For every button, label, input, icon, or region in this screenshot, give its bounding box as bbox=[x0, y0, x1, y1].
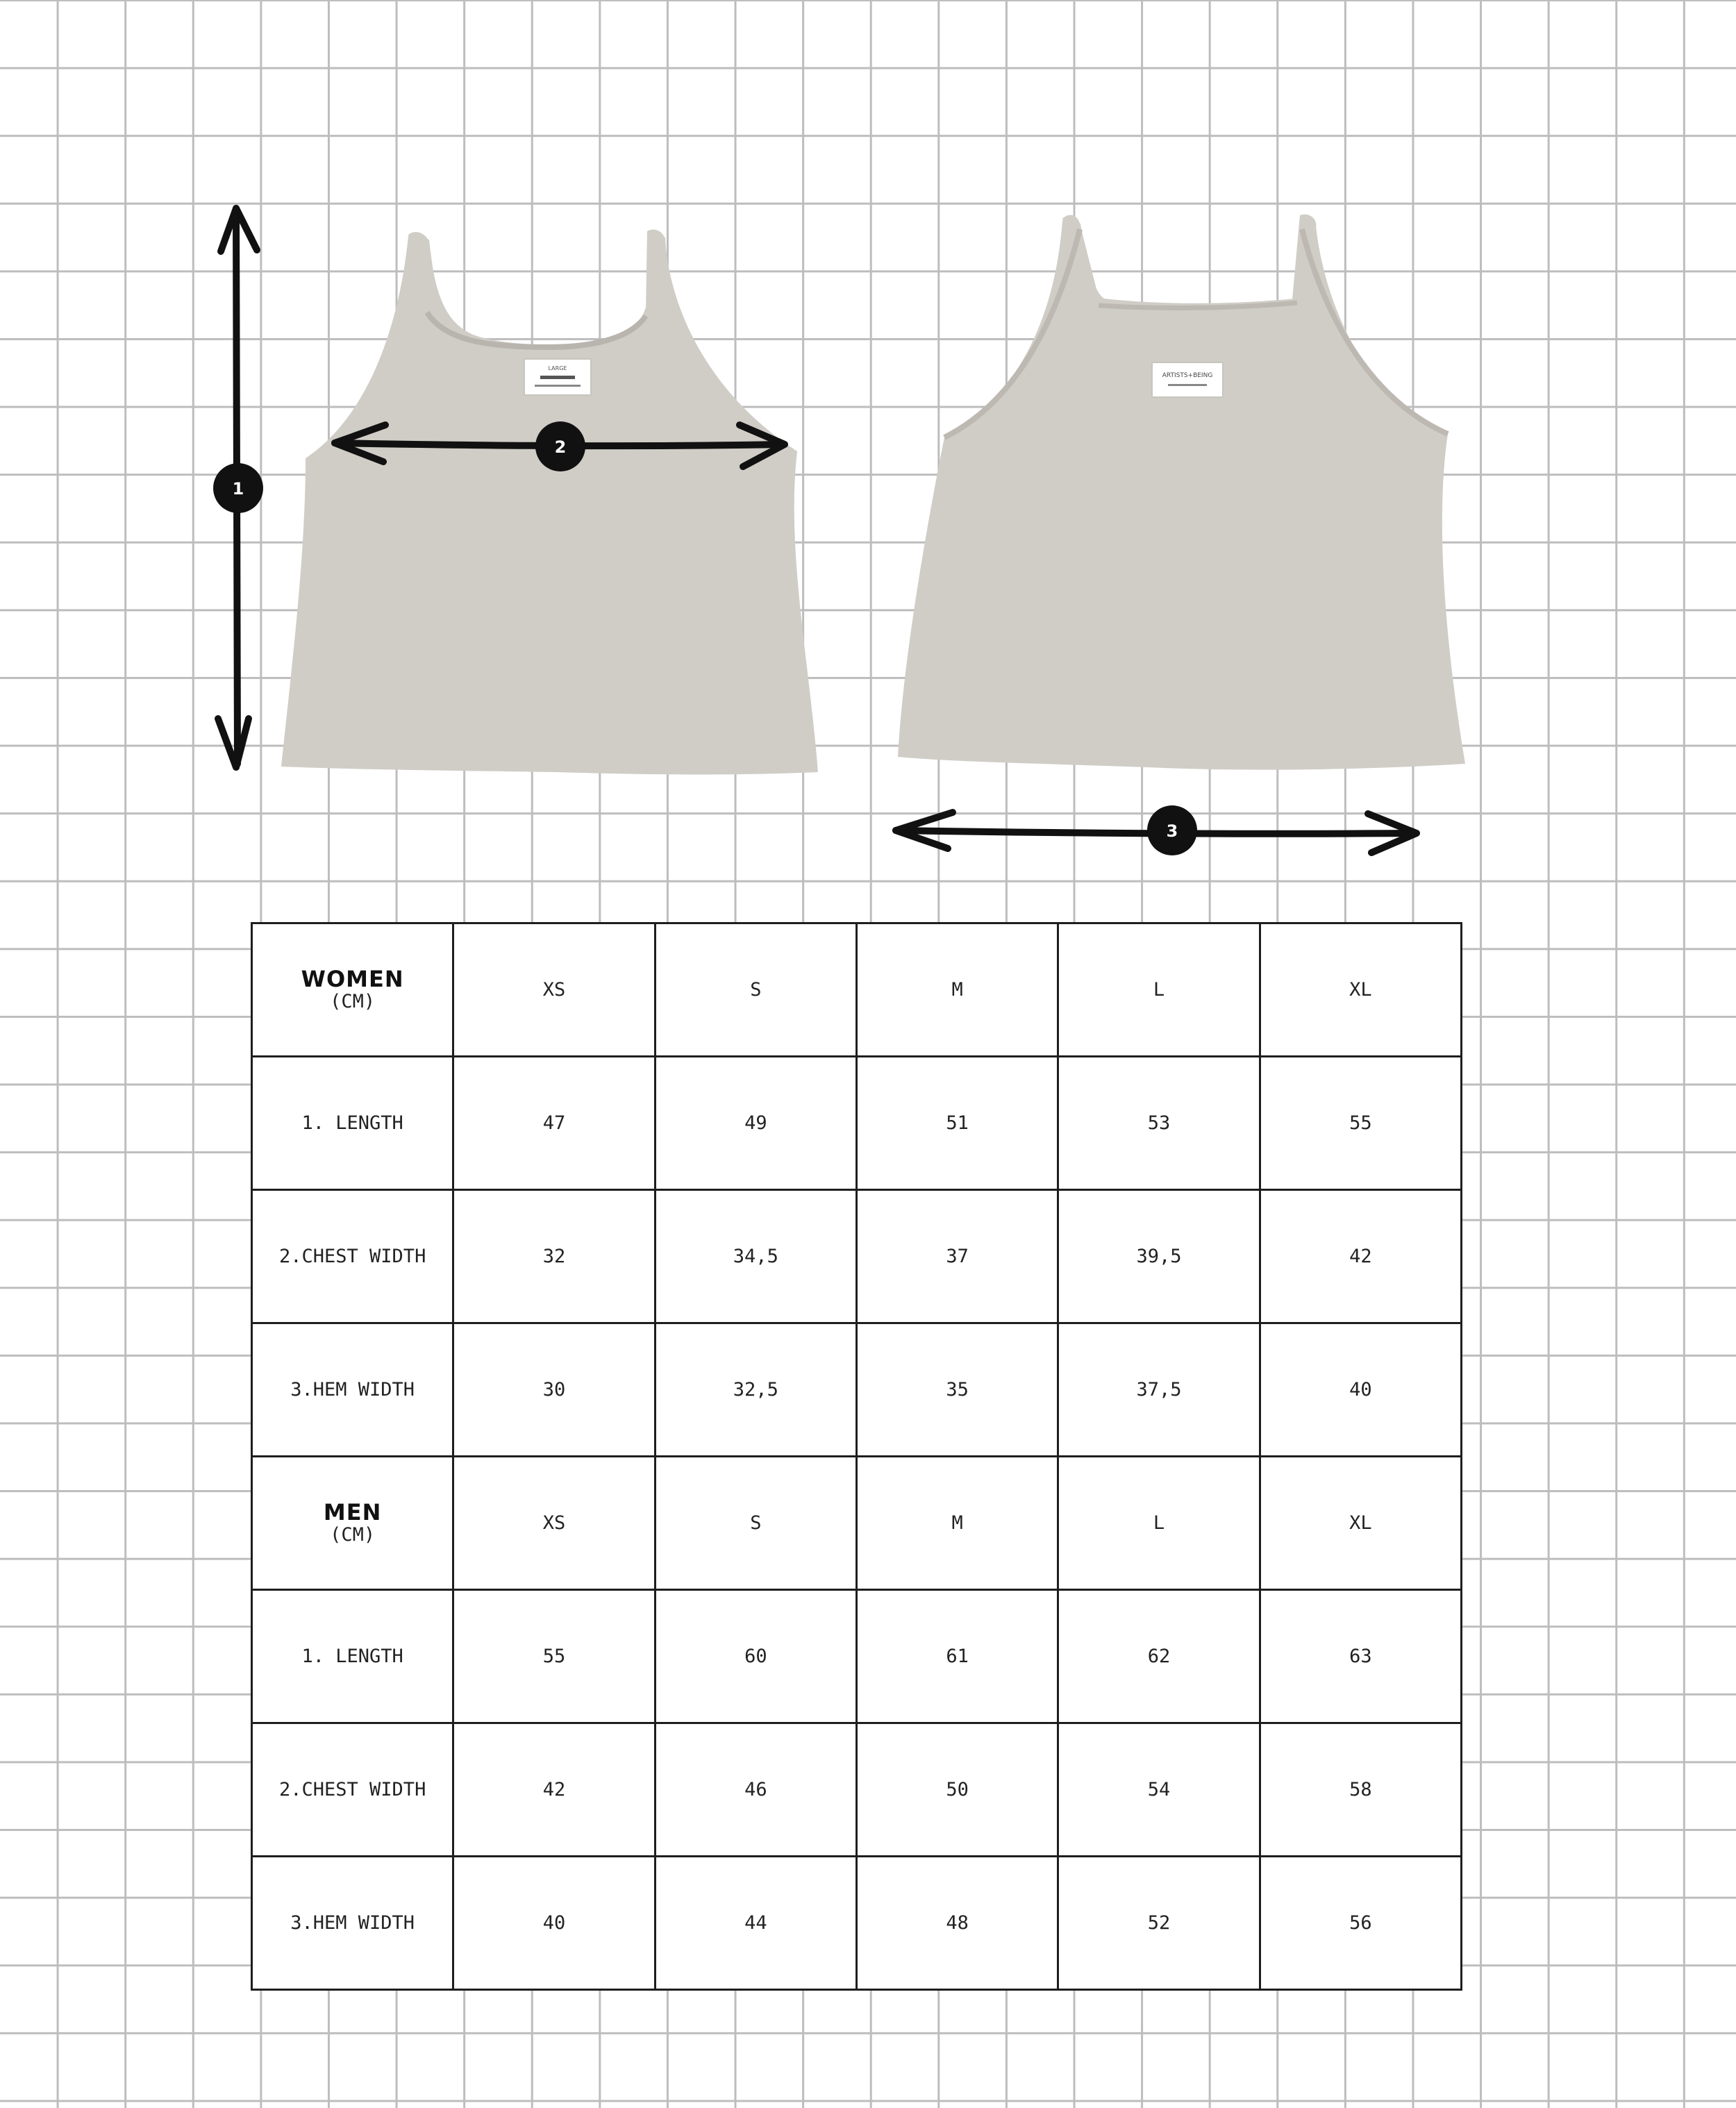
table-row bbox=[252, 1057, 1462, 1190]
row-label: 2.CHEST WIDTH bbox=[252, 1190, 453, 1323]
row-label: 1. LENGTH bbox=[252, 1590, 453, 1723]
marker-1-label: 1 bbox=[232, 479, 244, 499]
table-cell: 60 bbox=[655, 1590, 856, 1723]
row-label: 1. LENGTH bbox=[252, 1057, 453, 1190]
size-header: M bbox=[856, 1457, 1058, 1590]
back-garment-photo bbox=[898, 215, 1465, 770]
size-header: XL bbox=[1260, 923, 1461, 1057]
women-title: WOMEN bbox=[301, 965, 404, 992]
table-cell: 50 bbox=[856, 1723, 1058, 1857]
table-row bbox=[252, 1723, 1462, 1857]
table-cell: 39,5 bbox=[1058, 1190, 1260, 1323]
back-brand-label bbox=[1152, 362, 1223, 397]
table-cell: 48 bbox=[856, 1857, 1058, 1990]
table-cell: 42 bbox=[1260, 1190, 1461, 1323]
men-unit: (CM) bbox=[330, 1523, 376, 1546]
table-row bbox=[252, 1323, 1462, 1457]
men-section-header bbox=[252, 1457, 453, 1590]
marker-2-label: 2 bbox=[554, 437, 567, 457]
table-row bbox=[252, 1190, 1462, 1323]
size-header: L bbox=[1058, 1457, 1260, 1590]
table-cell: 32 bbox=[453, 1190, 655, 1323]
table-cell: 32,5 bbox=[655, 1323, 856, 1457]
size-header: L bbox=[1058, 923, 1260, 1057]
size-header: XS bbox=[453, 923, 655, 1057]
table-cell: 34,5 bbox=[655, 1190, 856, 1323]
table-cell: 42 bbox=[453, 1723, 655, 1857]
size-header: XL bbox=[1260, 1457, 1461, 1590]
table-cell: 37,5 bbox=[1058, 1323, 1260, 1457]
table-cell: 47 bbox=[453, 1057, 655, 1190]
size-header: S bbox=[655, 1457, 856, 1590]
table-cell: 62 bbox=[1058, 1590, 1260, 1723]
front-size-tag-text: LARGE bbox=[548, 365, 567, 371]
men-title: MEN bbox=[323, 1498, 382, 1525]
table-cell: 53 bbox=[1058, 1057, 1260, 1190]
size-header: XS bbox=[453, 1457, 655, 1590]
table-cell: 52 bbox=[1058, 1857, 1260, 1990]
garment-measurement-diagram bbox=[0, 0, 1736, 903]
table-cell: 44 bbox=[655, 1857, 856, 1990]
table-cell: 51 bbox=[856, 1057, 1058, 1190]
men-header-row bbox=[252, 1457, 1462, 1590]
table-cell: 63 bbox=[1260, 1590, 1461, 1723]
women-header-row bbox=[252, 923, 1462, 1057]
table-cell: 40 bbox=[453, 1857, 655, 1990]
table-cell: 30 bbox=[453, 1323, 655, 1457]
front-body bbox=[281, 233, 818, 774]
table-cell: 35 bbox=[856, 1323, 1058, 1457]
row-label: 3.HEM WIDTH bbox=[252, 1857, 453, 1990]
table-cell: 54 bbox=[1058, 1723, 1260, 1857]
table-row bbox=[252, 1590, 1462, 1723]
women-section-header bbox=[252, 923, 453, 1057]
table-cell: 56 bbox=[1260, 1857, 1461, 1990]
size-header: S bbox=[655, 923, 856, 1057]
table-cell: 46 bbox=[655, 1723, 856, 1857]
women-unit: (CM) bbox=[330, 990, 376, 1012]
marker-3-label: 3 bbox=[1166, 821, 1178, 841]
table-cell: 61 bbox=[856, 1590, 1058, 1723]
table-cell: 58 bbox=[1260, 1723, 1461, 1857]
row-label: 3.HEM WIDTH bbox=[252, 1323, 453, 1457]
table-cell: 49 bbox=[655, 1057, 856, 1190]
row-label: 2.CHEST WIDTH bbox=[252, 1723, 453, 1857]
back-brand-label-text: ARTISTS+BEING bbox=[1162, 372, 1213, 379]
size-chart-table bbox=[251, 922, 1462, 1991]
table-cell: 40 bbox=[1260, 1323, 1461, 1457]
size-header: M bbox=[856, 923, 1058, 1057]
table-cell: 55 bbox=[453, 1590, 655, 1723]
table-row bbox=[252, 1857, 1462, 1990]
table-cell: 37 bbox=[856, 1190, 1058, 1323]
front-garment-photo bbox=[281, 230, 818, 775]
table-cell: 55 bbox=[1260, 1057, 1461, 1190]
back-body bbox=[898, 217, 1465, 770]
